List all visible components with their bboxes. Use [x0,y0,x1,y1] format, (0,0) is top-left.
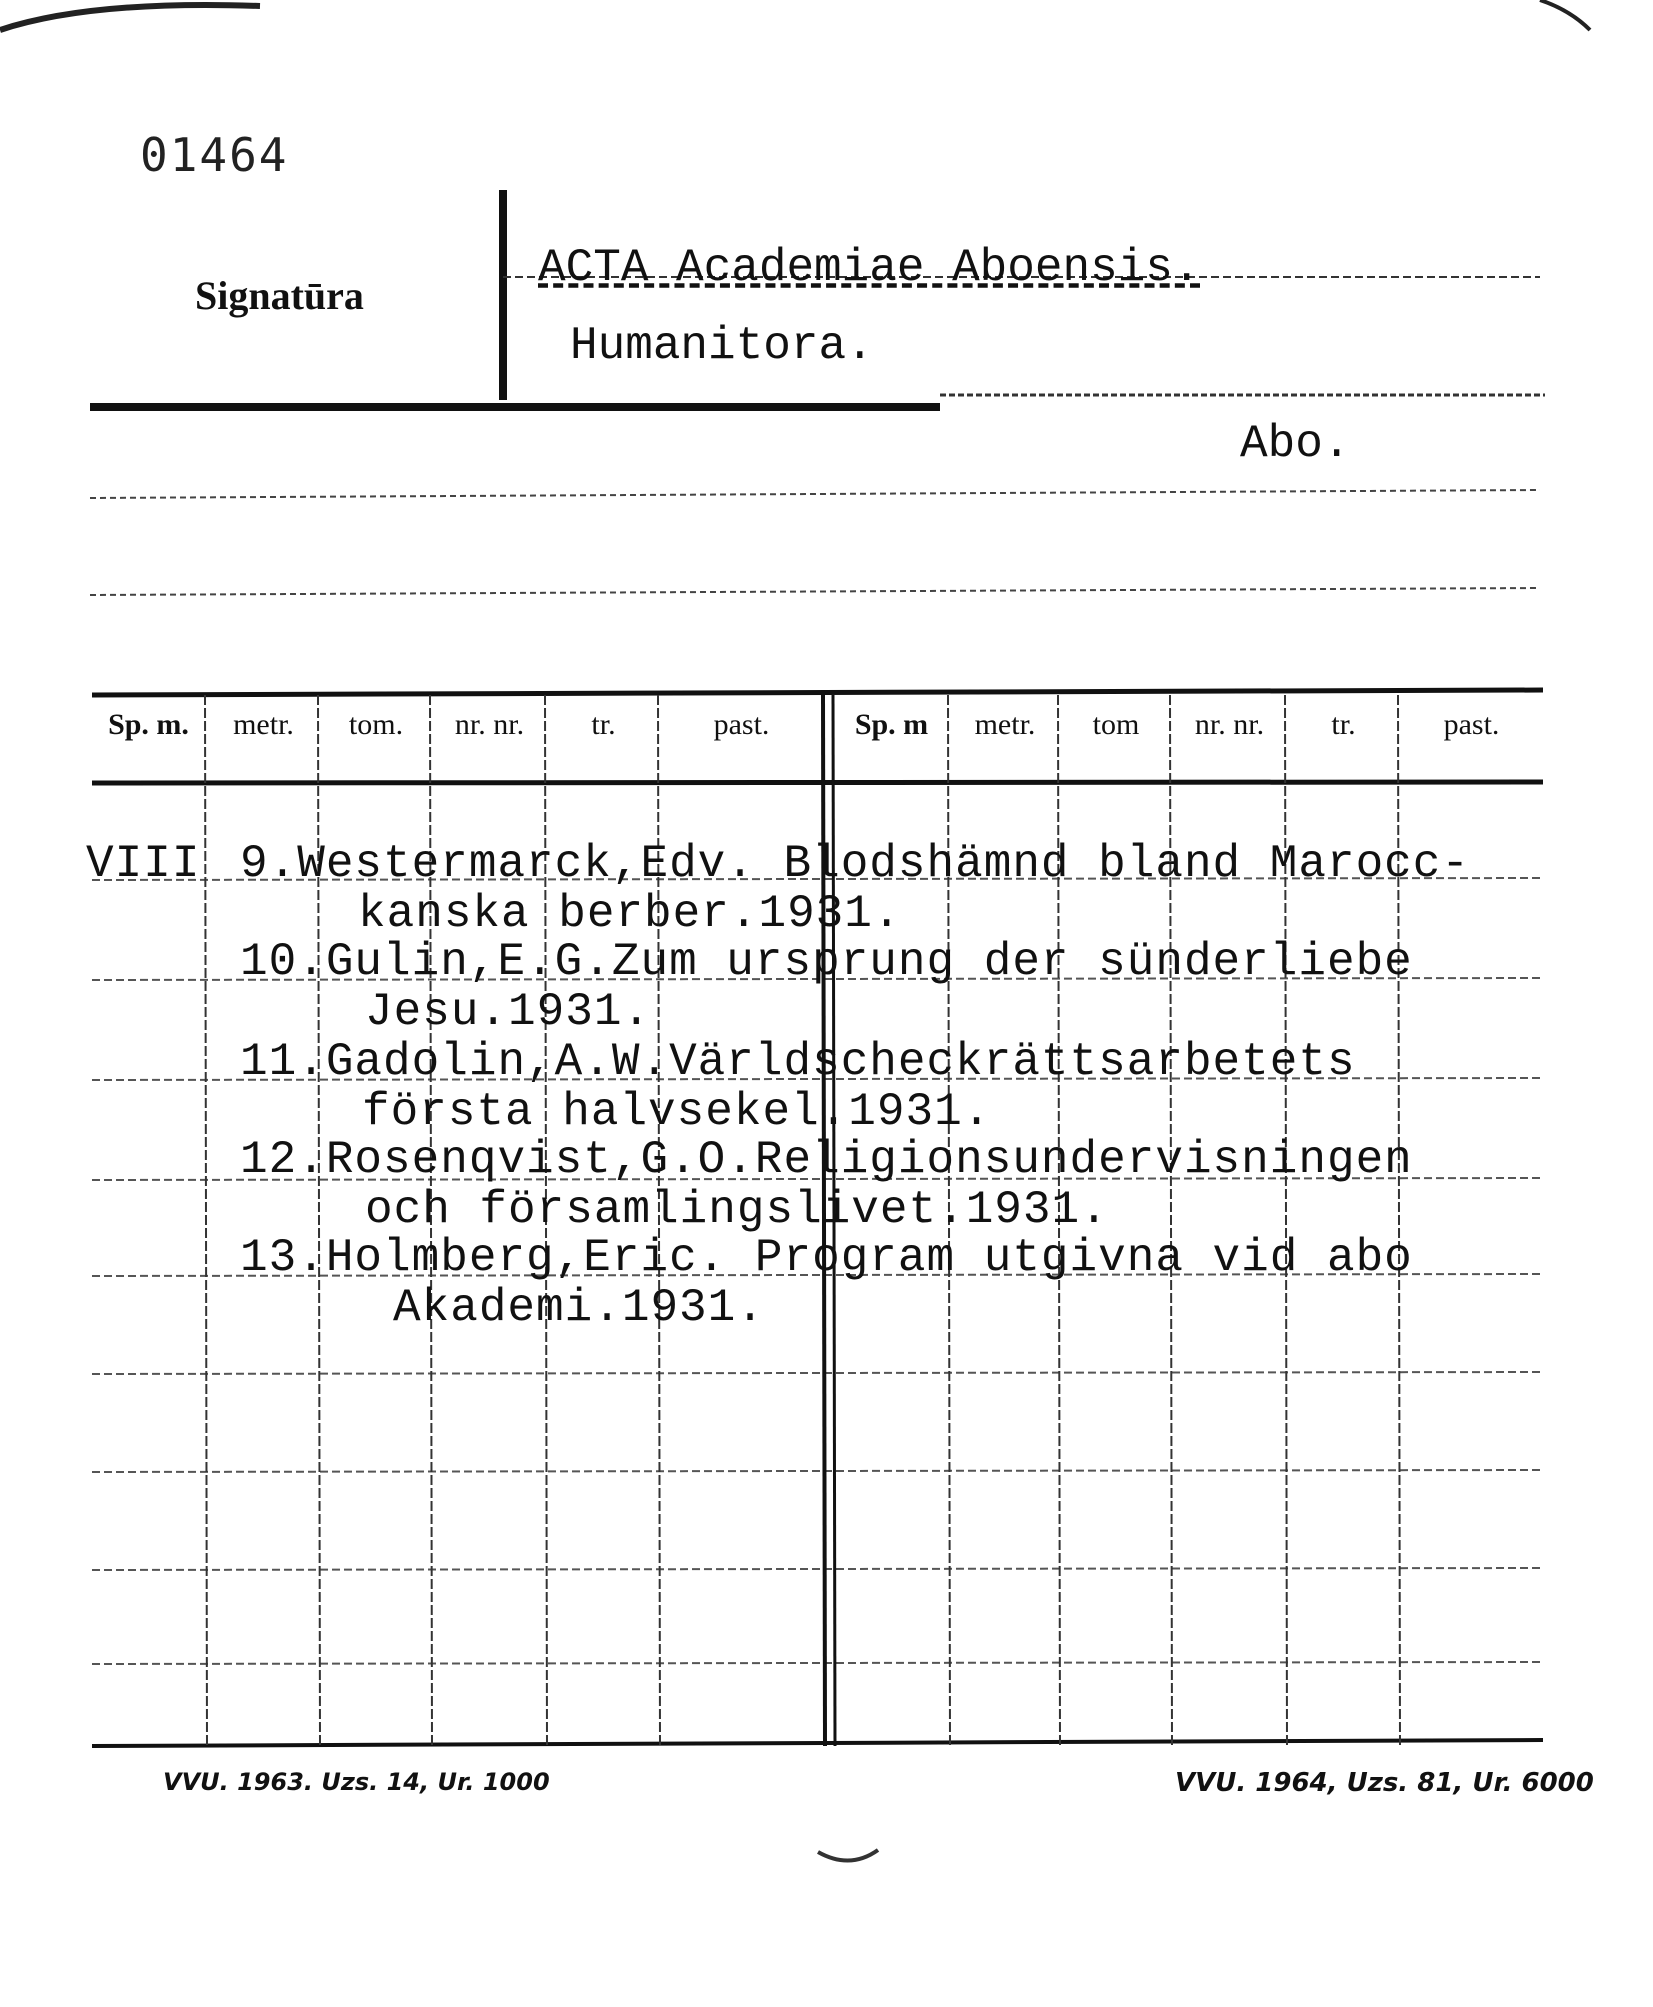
guide-line-2 [90,588,1540,595]
footer-note-left: VVU. 1963. Uzs. 14, Ur. 1000 [163,1768,550,1796]
header-past-right: past. [1443,708,1500,741]
header-sp-m-left: Sp. m. [108,708,189,741]
header-nr-left: nr. nr. [454,708,525,741]
signature-label: Signatūra [195,273,364,318]
entry-line: 12.Rosenqvist,G.O.Religionsundervisningen [240,1134,1413,1186]
header-tr-left: tr. [591,708,616,741]
header-metr-left: metr. [233,708,294,741]
series-subtitle: Humanitora. [570,320,874,372]
card-edge-mark [0,5,260,30]
guide-line-1 [90,490,1540,498]
header-sp-m-right: Sp. m [854,708,929,741]
entry-line: Jesu.1931. [365,986,652,1038]
entry-line: 9.Westermarck,Edv. Blodshämnd bland Marocc- [240,838,1470,890]
header-past-left: past. [713,708,770,741]
table-bottom-rule [92,1740,1543,1746]
place-of-publication: Abo. [1240,418,1351,470]
entry-line: 10.Gulin,E.G.Zum ursprung der sünderliebe [240,936,1413,988]
entry-line: kanska berber.1931. [358,888,902,940]
table-top-rule [92,690,1543,695]
entry-line: 11.Gadolin,A.W.Världscheckrättsarbetets [240,1036,1356,1088]
series-title: ACTA Academiae Aboensis. [538,242,1201,294]
section-mark: VIII [86,838,201,890]
header-tr-right: tr. [1331,708,1356,741]
entry-line: Akademi.1931. [393,1282,765,1334]
entry-line: och församlingslivet.1931. [365,1184,1109,1236]
card-number: 01464 [140,128,289,182]
entry-line: första halvsekel.1931. [362,1086,992,1138]
card-edge-mark-right [1540,0,1590,30]
header-tom-right: tom [1092,708,1140,741]
header-metr-right: metr. [974,708,1036,741]
entry-line: 13.Holmberg,Eric. Program utgivna vid abo [240,1232,1413,1284]
table-header-rule [92,782,1543,783]
header-tom-left: tom. [348,708,404,741]
footer-note-right: VVU. 1964, Uzs. 81, Ur. 6000 [1175,1768,1594,1798]
card-smudge [818,1850,878,1861]
header-nr-right: nr. nr. [1194,708,1265,741]
